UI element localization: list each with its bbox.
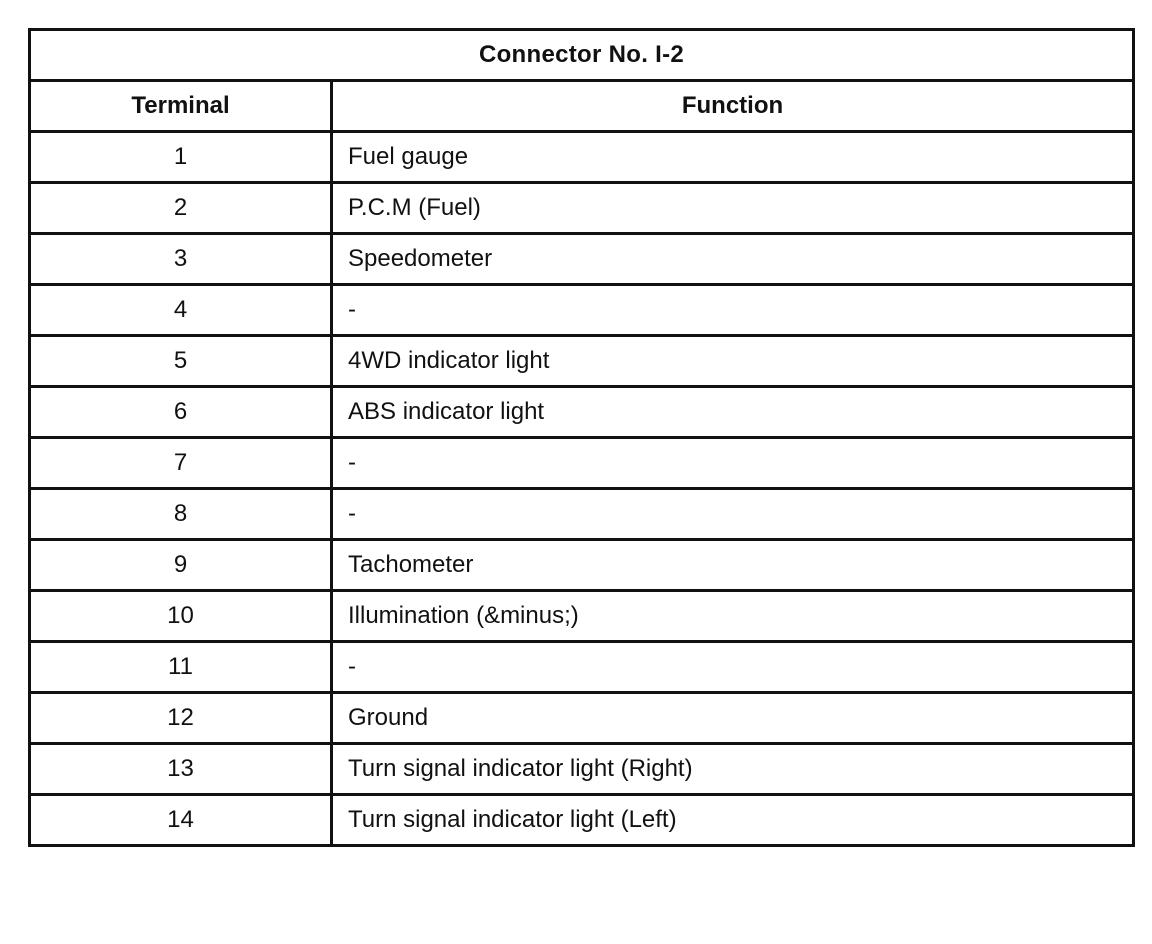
table-row — [30, 336, 1134, 387]
terminal-cell: 14 — [30, 795, 332, 846]
header-row — [30, 81, 1134, 132]
terminal-header: Terminal — [30, 81, 332, 132]
function-cell: - — [332, 642, 1134, 693]
function-cell: Tachometer — [332, 540, 1134, 591]
function-cell: - — [332, 438, 1134, 489]
table-row — [30, 744, 1134, 795]
terminal-cell: 3 — [30, 234, 332, 285]
table-row — [30, 132, 1134, 183]
table-row — [30, 642, 1134, 693]
function-header: Function — [332, 81, 1134, 132]
terminal-cell: 7 — [30, 438, 332, 489]
connector-title: Connector No. I-2 — [30, 30, 1134, 81]
table-row — [30, 591, 1134, 642]
function-cell: Illumination (&minus;) — [332, 591, 1134, 642]
terminal-cell: 10 — [30, 591, 332, 642]
table-row — [30, 489, 1134, 540]
function-cell: Turn signal indicator light (Right) — [332, 744, 1134, 795]
table-row — [30, 285, 1134, 336]
function-cell: Ground — [332, 693, 1134, 744]
function-cell: - — [332, 285, 1134, 336]
function-cell: Speedometer — [332, 234, 1134, 285]
terminal-cell: 11 — [30, 642, 332, 693]
table-row — [30, 438, 1134, 489]
terminal-cell: 9 — [30, 540, 332, 591]
table-row — [30, 234, 1134, 285]
table-row — [30, 693, 1134, 744]
terminal-cell: 1 — [30, 132, 332, 183]
table-row — [30, 795, 1134, 846]
connector-table — [28, 28, 1135, 847]
terminal-cell: 13 — [30, 744, 332, 795]
table-row — [30, 387, 1134, 438]
function-cell: P.C.M (Fuel) — [332, 183, 1134, 234]
terminal-cell: 4 — [30, 285, 332, 336]
table-row — [30, 183, 1134, 234]
title-row — [30, 30, 1134, 81]
function-cell: - — [332, 489, 1134, 540]
connector-document — [28, 28, 1132, 847]
terminal-cell: 5 — [30, 336, 332, 387]
terminal-cell: 2 — [30, 183, 332, 234]
terminal-cell: 8 — [30, 489, 332, 540]
function-cell: Turn signal indicator light (Left) — [332, 795, 1134, 846]
function-cell: 4WD indicator light — [332, 336, 1134, 387]
terminal-cell: 6 — [30, 387, 332, 438]
terminal-cell: 12 — [30, 693, 332, 744]
function-cell: ABS indicator light — [332, 387, 1134, 438]
table-row — [30, 540, 1134, 591]
function-cell: Fuel gauge — [332, 132, 1134, 183]
